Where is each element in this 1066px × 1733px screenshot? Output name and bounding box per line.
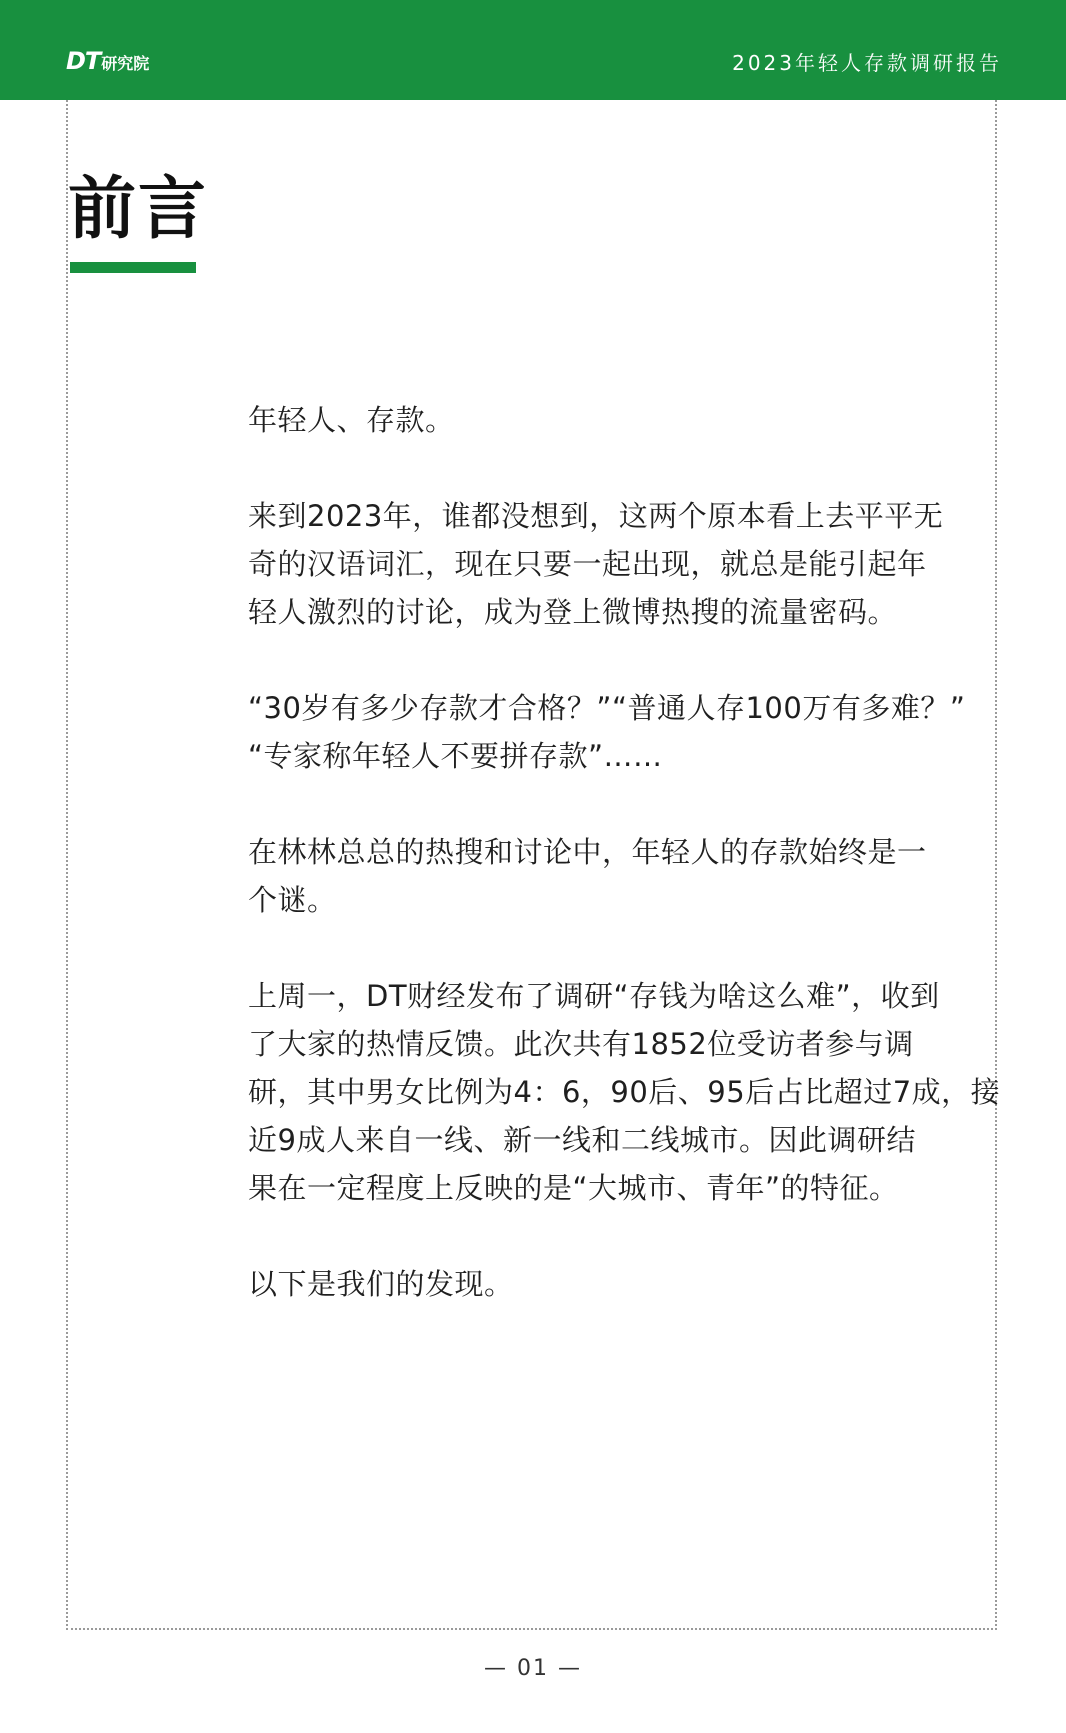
paragraph-line: 研，其中男女比例为4：6，90后、95后占比超过7成，接 — [248, 1075, 1001, 1109]
paragraph — [248, 396, 1000, 444]
paragraph-line: 了大家的热情反馈。此次共有1852位受访者参与调 — [248, 1027, 914, 1061]
page-number: — 01 — — [484, 1656, 582, 1681]
paragraph-line: 轻人激烈的讨论，成为登上微博热搜的流量密码。 — [248, 595, 898, 629]
paragraph — [248, 684, 1000, 780]
paragraph-line: “专家称年轻人不要拼存款”…… — [248, 739, 663, 773]
paragraph — [248, 828, 1000, 924]
paragraph-line: 近9成人来自一线、新一线和二线城市。因此调研结 — [248, 1123, 916, 1157]
report-title: 2023年轻人存款调研报告 — [732, 51, 1002, 75]
preface-body — [248, 396, 1000, 1356]
paragraph-line: 上周一，DT财经发布了调研“存钱为啥这么难”，收到 — [248, 979, 940, 1013]
paragraph — [248, 1260, 1000, 1308]
paragraph-line: 奇的汉语词汇，现在只要一起出现，就总是能引起年 — [248, 547, 927, 581]
heading-underline — [70, 262, 196, 273]
dt-research-logo — [66, 48, 149, 74]
paragraph-line: 年轻人、存款。 — [248, 403, 455, 437]
paragraph-line: 以下是我们的发现。 — [248, 1267, 514, 1301]
logo-institute-text: 研究院 — [101, 54, 150, 73]
paragraph-line: “30岁有多少存款才合格？”“普通人存100万有多难？” — [248, 691, 966, 725]
paragraph-line: 来到2023年，谁都没想到，这两个原本看上去平平无 — [248, 499, 944, 533]
paragraph — [248, 492, 1000, 636]
paragraph-line: 果在一定程度上反映的是“大城市、青年”的特征。 — [248, 1171, 899, 1205]
paragraph-line: 在林林总总的热搜和讨论中，年轻人的存款始终是一 — [248, 835, 927, 869]
page-heading: 前言 — [68, 170, 209, 249]
paragraph — [248, 972, 1000, 1212]
paragraph-line: 个谜。 — [248, 883, 337, 917]
logo-dt-text: DT — [66, 47, 101, 75]
page-header — [0, 0, 1066, 100]
